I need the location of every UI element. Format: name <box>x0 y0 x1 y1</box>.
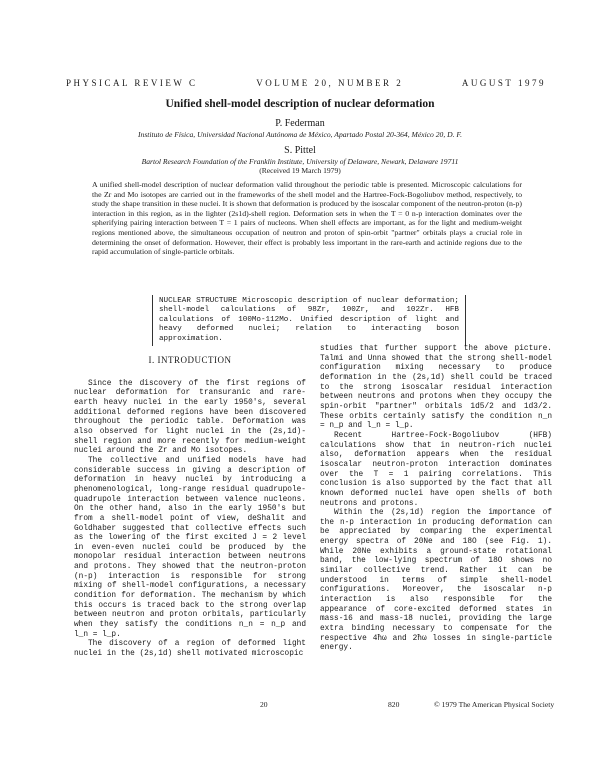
paper-title: Unified shell-model description of nuclear deformation <box>165 98 435 110</box>
journal-header <box>66 78 546 88</box>
nuclear-structure-box: NUCLEAR STRUCTURE Microscopic description of nuclear deformation; shell-model calculations of 98Zr, 100Zr, and 102Zr. HFB calculations of 100Mo-112Mo. Unified description of light and heavy deformed nuclei; relation to interacting boson approximation. <box>152 295 466 346</box>
paragraph: studies that further support the above picture. Talmi and Unna showed that the strong shell-model configuration mixing necessary to produce deformation in the (2s,1d) shell could be traced to the strong isoscalar residual interaction between neutrons and protons when they occupy the spin-orbit "partner" orbitals 1d5/2 and 1d3/2. These orbits certainly satisfy the condition n_n = n_p and l_n = l_p. <box>320 345 552 431</box>
paragraph: The discovery of a region of deformed light nuclei in the (2s,1d) shell motivated microscopic <box>74 640 306 659</box>
abstract: A unified shell-model description of nuclear deformation valid throughout the periodic table is presented. Microscopic calculations for the Zr and Mo isotopes are carried out in the frameworks of the shell model and the Hartree-Fock-Bogoliubov method, respectively, to study the shape transition in these nuclei. It is shown that deformation is produced by the isoscalar component of the neutron-proton (n-p) interaction in this region, as in the lighter (2s1d)-shell region. Deformation sets in when the T = 0 n-p interaction dominates over the spherifying pairing interaction between T = 1 pairs of nucleons. When shell effects are important, as for the light and medium-weight regions mentioned above, the simultaneous occupation of neutron and proton of spin-orbit "partner" orbitals plays a crucial role in determining the onset of deformation. However, their effect is probably less important in the rare-earth and actinide regions due to the rapid accumulation of single-particle orbitals. <box>92 180 522 257</box>
section-heading: I. INTRODUCTION <box>148 355 232 365</box>
author-affiliation: Bartol Research Foundation of the Franklin Institute, University of Delaware, Newark, Delaware 19711 <box>141 157 459 166</box>
issue-date: AUGUST 1979 <box>461 78 546 88</box>
received-date: (Received 19 March 1979) <box>259 166 341 175</box>
author-name: S. Pittel <box>284 145 316 156</box>
page-number: 20 <box>260 700 268 709</box>
author-affiliation: Instituto de Física, Universidad Nacional Autónoma de México, Apartado Postal 20-364, México 20, D. F. <box>138 130 462 139</box>
right-column <box>320 345 552 654</box>
paragraph: Within the (2s,1d) region the importance of the n-p interaction in producing deformation can be appreciated by comparing the experimental energy spectra of 20Ne and 18O (see Fig. 1). While 20Ne exhibits a ground-state rotational band, the low-lying spectrum of 18O shows no similar collective trend. Rather it can be understood in terms of simple shell-model configurations. Moreover, the isoscalar n-p interaction is also responsible for the appearance of core-excited deformed states in mass-16 and mass-18 nuclei, providing the large extra binding necessary to compensate for the respective 4ħω and 2ħω losses in single-particle energy. <box>320 509 552 653</box>
volume-number: VOLUME 20, NUMBER 2 <box>256 78 404 88</box>
author-name: P. Federman <box>275 118 325 129</box>
paragraph: Since the discovery of the first regions of nuclear deformation for transuranic and rare-earth heavy nuclei in the early 1950's, several additional deformed regions have been discovered throughout the periodic table. Deformation was also observed for light nuclei in the (2s,1d)-shell region and more recently for medium-weight nuclei around the Zr and Mo isotopes. <box>74 379 306 456</box>
copyright-notice: © 1979 The American Physical Society <box>434 700 555 709</box>
paragraph: The collective and unified models have had considerable success in giving a description of deformation in heavy nuclei by introducing a phenomenological, long-range residual quadrupole-quadrupole interaction between valence nucleons. On the other hand, also in the early 1950's but from a shell-model point of view, deShalit and Goldhaber suggested that collective effects such as the lowering of the first excited J = 2 level in even-even nuclei could be produced by the monopolar residual interaction between neutrons and protons. They showed that the neutron-proton (n-p) interaction is responsible for strong mixing of shell-model configurations, a necessary condition for deformation. The mechanism by which this occurs is traced back to the strong overlap between neutron and proton orbitals, particularly when they satisfy the conditions n_n = n_p and l_n = l_p. <box>74 456 306 639</box>
paragraph: Recent Hartree-Fock-Bogoliubov (HFB) calculations show that in neutron-rich nuclei also, deformation appears when the residual isoscalar neutron-proton interaction dominates over the T = 1 pairing correlations. This conclusion is also supported by the fact that all known deformed nuclei have open shells of both neutrons and protons. <box>320 431 552 508</box>
journal-name: PHYSICAL REVIEW C <box>66 78 198 88</box>
page-code: 820 <box>388 700 400 709</box>
left-column <box>74 356 306 660</box>
